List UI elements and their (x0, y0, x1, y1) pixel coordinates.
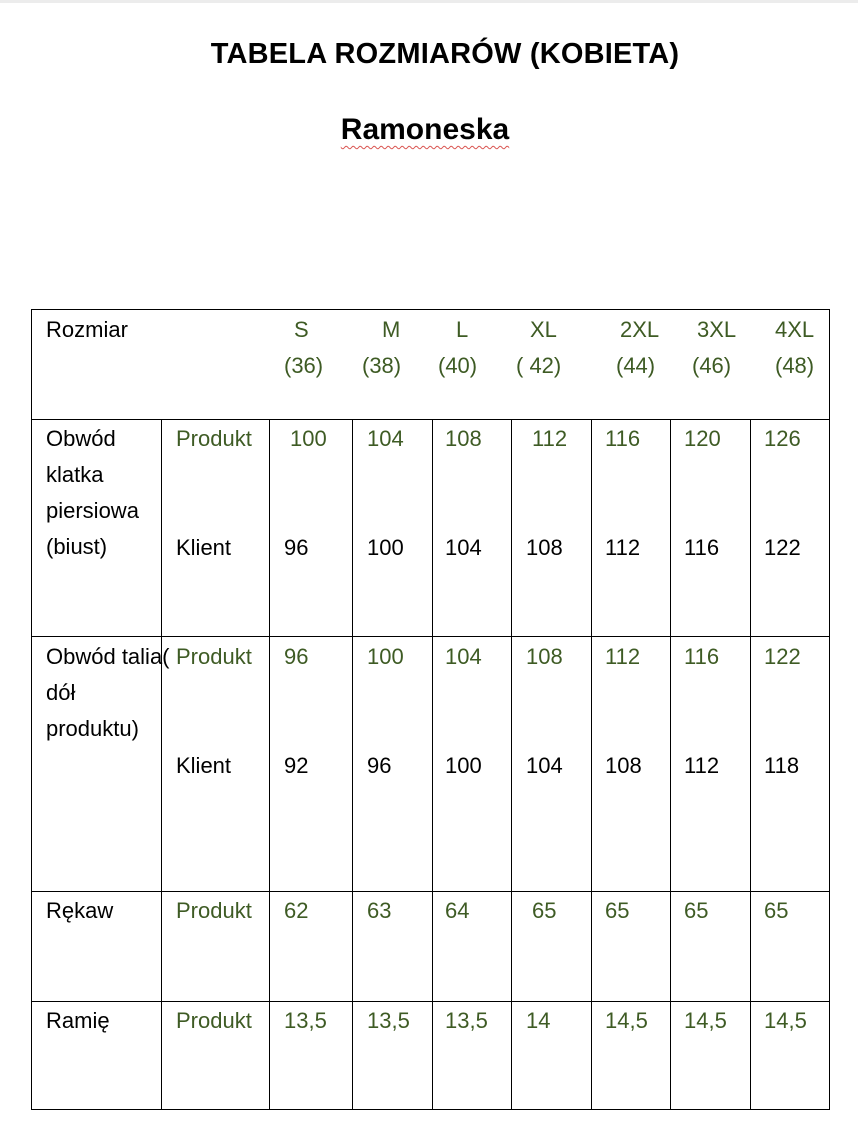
produkt-value: 108 (445, 426, 482, 451)
size-name: M (382, 317, 401, 342)
produkt-value: 96 (284, 644, 309, 669)
produkt-value: 65 (684, 898, 709, 923)
row-divider (32, 891, 829, 892)
produkt-value: 122 (764, 644, 801, 669)
page-subtitle (0, 113, 850, 147)
produkt-value: 112 (605, 644, 641, 669)
produkt-value: 13,5 (284, 1008, 327, 1033)
col-divider (352, 419, 353, 1110)
size-name: L (456, 317, 469, 342)
size-number: (38) (362, 353, 402, 378)
produkt-value: 14,5 (605, 1008, 648, 1033)
row-label-chest: Obwód klatka piersiowa (biust) (46, 426, 139, 559)
produkt-label: Produkt (176, 426, 252, 451)
klient-value: 92 (284, 753, 309, 778)
size-number: (40) (438, 353, 478, 378)
produkt-value: 108 (526, 644, 563, 669)
produkt-value: 126 (764, 426, 801, 451)
top-edge (0, 0, 858, 3)
size-number: (36) (284, 353, 324, 378)
size-number: (44) (616, 353, 656, 378)
produkt-value: 65 (605, 898, 630, 923)
row-divider (32, 419, 829, 420)
size-name: 2XL (620, 317, 660, 342)
produkt-value: 65 (764, 898, 789, 923)
size-name: S (294, 317, 309, 342)
row-label-shoulder: Ramię (46, 1008, 110, 1033)
produkt-value: 104 (445, 644, 482, 669)
produkt-value: 63 (367, 898, 392, 923)
produkt-value: 100 (290, 426, 327, 451)
klient-value: 100 (367, 535, 404, 560)
produkt-value: 14,5 (684, 1008, 727, 1033)
klient-value: 104 (445, 535, 482, 560)
klient-value: 112 (605, 535, 641, 560)
produkt-label: Produkt (176, 1008, 252, 1033)
produkt-value: 112 (532, 426, 568, 451)
page-title: TABELA ROZMIARÓW (KOBIETA) (210, 38, 680, 70)
size-name: 4XL (775, 317, 815, 342)
row-label-sleeve: Rękaw (46, 898, 114, 923)
size-number: (48) (775, 353, 815, 378)
row-label-waist: Obwód talia( dół produktu) (46, 644, 170, 741)
produkt-value: 14,5 (764, 1008, 807, 1033)
header-label: Rozmiar (46, 317, 128, 342)
produkt-value: 64 (445, 898, 470, 923)
klient-value: 100 (445, 753, 482, 778)
row-divider (32, 1001, 829, 1002)
col-divider (750, 419, 751, 1110)
size-number: ( 42) (516, 353, 562, 378)
col-divider (591, 419, 592, 1110)
produkt-label: Produkt (176, 898, 252, 923)
produkt-label: Produkt (176, 644, 252, 669)
klient-value: 108 (605, 753, 642, 778)
produkt-value: 62 (284, 898, 309, 923)
col-divider (432, 419, 433, 1110)
size-table (31, 309, 830, 1110)
klient-value: 118 (764, 753, 800, 778)
klient-label: Klient (176, 535, 232, 560)
klient-value: 108 (526, 535, 563, 560)
produkt-value: 65 (532, 898, 557, 923)
produkt-value: 14 (526, 1008, 551, 1033)
klient-value: 104 (526, 753, 563, 778)
produkt-value: 104 (367, 426, 404, 451)
row-divider (32, 636, 829, 637)
size-number: (46) (692, 353, 732, 378)
klient-value: 96 (284, 535, 309, 560)
col-divider (670, 419, 671, 1110)
produkt-value: 100 (367, 644, 404, 669)
size-name: 3XL (697, 317, 737, 342)
col-divider (511, 419, 512, 1110)
klient-value: 112 (684, 753, 720, 778)
produkt-value: 13,5 (445, 1008, 488, 1033)
produkt-value: 116 (684, 644, 720, 669)
produkt-value: 120 (684, 426, 721, 451)
produkt-value: 116 (605, 426, 641, 451)
subtitle-text: Ramoneska (340, 113, 510, 146)
klient-value: 96 (367, 753, 392, 778)
size-name: XL (530, 317, 557, 342)
klient-label: Klient (176, 753, 232, 778)
col-divider (269, 419, 270, 1110)
klient-value: 122 (764, 535, 801, 560)
produkt-value: 13,5 (367, 1008, 410, 1033)
klient-value: 116 (684, 535, 720, 560)
